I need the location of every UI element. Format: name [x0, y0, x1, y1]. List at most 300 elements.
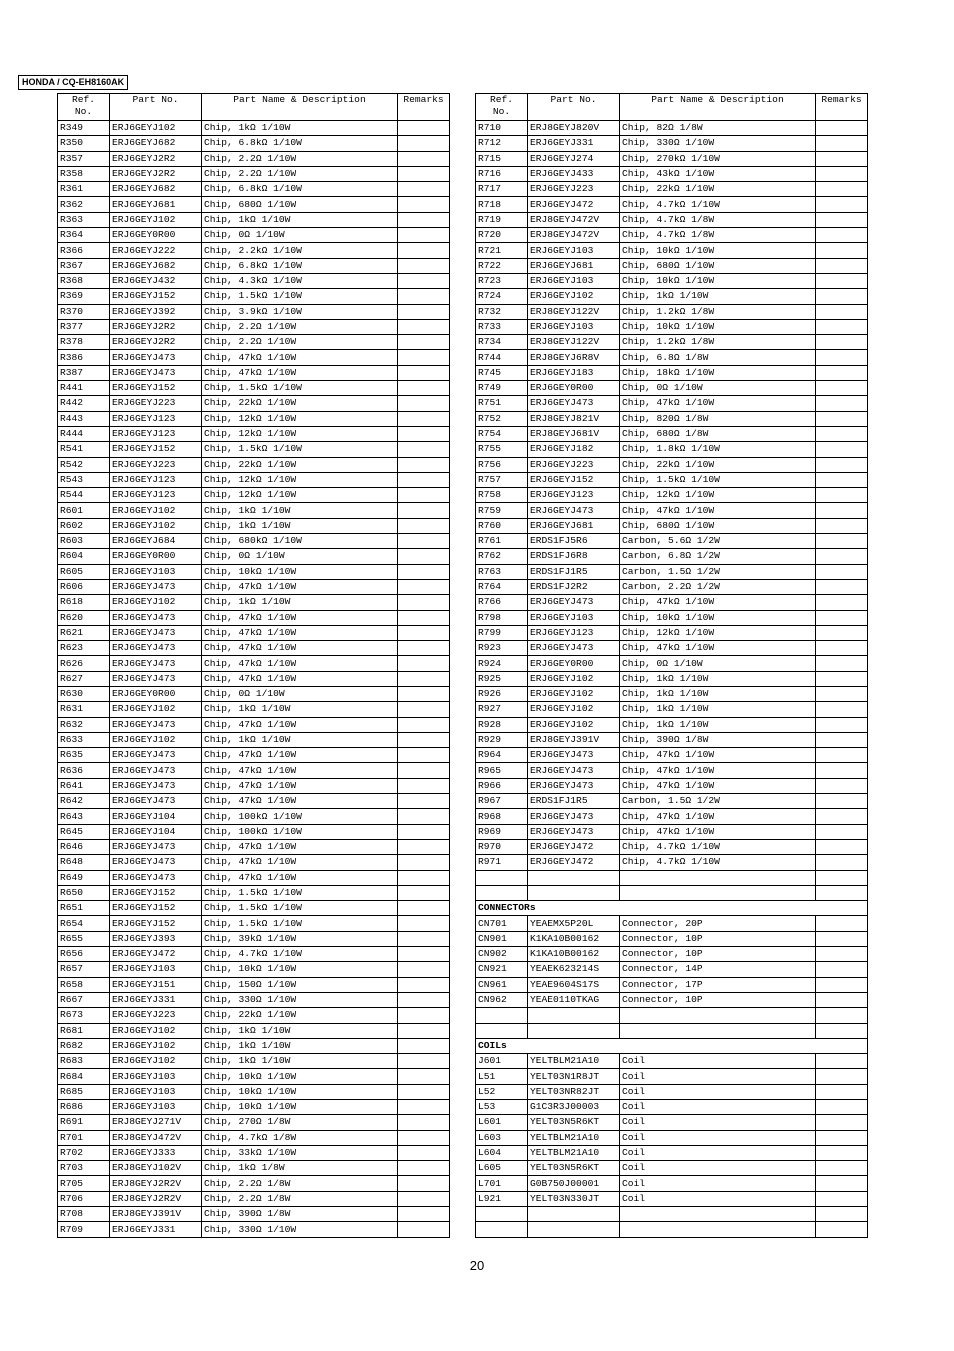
part-no-cell: ERJ6GEYJ223: [110, 396, 202, 411]
table-row: [58, 1084, 450, 1099]
table-row: [476, 335, 868, 350]
description-cell: Chip, 10kΩ 1/10W: [620, 610, 816, 625]
description-cell: Chip, 47kΩ 1/10W: [202, 625, 398, 640]
table-row: [58, 503, 450, 518]
description-cell: Chip, 1kΩ 1/10W: [202, 212, 398, 227]
table-row: [476, 992, 868, 1007]
ref-no-cell: R798: [476, 610, 528, 625]
remarks-cell: [816, 839, 868, 854]
description-cell: Chip, 1.5kΩ 1/10W: [202, 381, 398, 396]
table-row: [476, 182, 868, 197]
ref-no-cell: R718: [476, 197, 528, 212]
ref-no-cell: R349: [58, 121, 110, 136]
ref-no-cell: [476, 885, 528, 900]
table-row: [476, 457, 868, 472]
description-cell: Chip, 47kΩ 1/10W: [202, 778, 398, 793]
ref-no-cell: R761: [476, 534, 528, 549]
part-no-cell: ERJ8GEYJ820V: [528, 121, 620, 136]
remarks-cell: [398, 870, 450, 885]
remarks-cell: [398, 839, 450, 854]
table-row: [58, 488, 450, 503]
ref-no-cell: R604: [58, 549, 110, 564]
table-row: [58, 748, 450, 763]
remarks-cell: [398, 1145, 450, 1160]
ref-no-cell: R620: [58, 610, 110, 625]
description-cell: Chip, 2.2Ω 1/8W: [202, 1191, 398, 1206]
part-no-cell: ERJ8GEYJ2R2V: [110, 1176, 202, 1191]
remarks-cell: [398, 1176, 450, 1191]
table-row: [58, 839, 450, 854]
remarks-cell: [816, 717, 868, 732]
ref-no-cell: R362: [58, 197, 110, 212]
table-row: [58, 778, 450, 793]
ref-no-cell: R648: [58, 855, 110, 870]
remarks-cell: [398, 350, 450, 365]
part-no-cell: ERJ6GEYJ473: [110, 365, 202, 380]
part-no-cell: ERJ6GEYJ473: [110, 625, 202, 640]
remarks-cell: [816, 931, 868, 946]
part-no-cell: ERJ8GEYJ681V: [528, 426, 620, 441]
ref-no-cell: R378: [58, 335, 110, 350]
remarks-cell: [816, 273, 868, 288]
description-cell: Coil: [620, 1054, 816, 1069]
remarks-cell: [816, 916, 868, 931]
part-no-cell: ERJ6GEYJ2R2: [110, 166, 202, 181]
ref-no-cell: R763: [476, 564, 528, 579]
description-cell: Coil: [620, 1084, 816, 1099]
ref-no-cell: R712: [476, 136, 528, 151]
remarks-cell: [398, 121, 450, 136]
ref-no-cell: R927: [476, 702, 528, 717]
remarks-cell: [398, 457, 450, 472]
table-row: [58, 442, 450, 457]
part-no-cell: ERJ6GEYJ472: [528, 839, 620, 854]
table-row: [476, 319, 868, 334]
description-cell: Carbon, 2.2Ω 1/2W: [620, 579, 816, 594]
description-cell: Chip, 4.7kΩ 1/10W: [620, 197, 816, 212]
description-cell: Chip, 12kΩ 1/10W: [620, 625, 816, 640]
description-cell: Chip, 22kΩ 1/10W: [202, 396, 398, 411]
section-row: [476, 1038, 868, 1053]
table-row: [58, 534, 450, 549]
table-body-left: [58, 121, 450, 1238]
description-cell: Chip, 1kΩ 1/10W: [202, 702, 398, 717]
ref-no-cell: R766: [476, 595, 528, 610]
ref-no-cell: R686: [58, 1100, 110, 1115]
remarks-cell: [398, 794, 450, 809]
description-cell: Connector, 20P: [620, 916, 816, 931]
ref-no-cell: R964: [476, 748, 528, 763]
table-row: [476, 166, 868, 181]
table-row: [58, 1191, 450, 1206]
remarks-cell: [398, 992, 450, 1007]
description-cell: Chip, 4.7kΩ 1/10W: [620, 839, 816, 854]
description-cell: Chip, 22kΩ 1/10W: [202, 1008, 398, 1023]
part-no-cell: ERJ6GEYJ473: [528, 763, 620, 778]
part-no-cell: YELT03N5R6KT: [528, 1161, 620, 1176]
remarks-cell: [816, 625, 868, 640]
ref-no-cell: L604: [476, 1145, 528, 1160]
description-cell: Chip, 47kΩ 1/10W: [202, 671, 398, 686]
part-no-cell: ERJ6GEYJ473: [110, 778, 202, 793]
remarks-cell: [816, 1008, 868, 1023]
section-heading: COILs: [476, 1038, 868, 1053]
remarks-cell: [816, 686, 868, 701]
remarks-cell: [398, 319, 450, 334]
part-no-cell: ERJ8GEYJ2R2V: [110, 1191, 202, 1206]
description-cell: Chip, 10kΩ 1/10W: [620, 319, 816, 334]
remarks-cell: [816, 1222, 868, 1237]
ref-no-cell: R443: [58, 411, 110, 426]
part-no-cell: [528, 1222, 620, 1237]
part-no-cell: ERJ6GEYJ331: [528, 136, 620, 151]
description-cell: Chip, 47kΩ 1/10W: [202, 748, 398, 763]
remarks-cell: [398, 503, 450, 518]
remarks-cell: [398, 166, 450, 181]
table-row: [476, 1207, 868, 1222]
remarks-cell: [398, 396, 450, 411]
table-row: [58, 457, 450, 472]
description-cell: [620, 885, 816, 900]
remarks-cell: [398, 778, 450, 793]
remarks-cell: [816, 457, 868, 472]
ref-no-cell: R732: [476, 304, 528, 319]
part-no-cell: [528, 1023, 620, 1038]
ref-no-cell: CN921: [476, 962, 528, 977]
table-row: [476, 472, 868, 487]
part-no-cell: ERJ6GEYJ103: [110, 1084, 202, 1099]
table-row: [476, 304, 868, 319]
remarks-cell: [398, 595, 450, 610]
description-cell: Chip, 330Ω 1/10W: [620, 136, 816, 151]
ref-no-cell: R646: [58, 839, 110, 854]
ref-no-cell: R357: [58, 151, 110, 166]
remarks-cell: [816, 426, 868, 441]
table-row: [476, 962, 868, 977]
description-cell: Coil: [620, 1100, 816, 1115]
description-cell: Carbon, 5.6Ω 1/2W: [620, 534, 816, 549]
remarks-cell: [816, 228, 868, 243]
description-cell: Chip, 82Ω 1/8W: [620, 121, 816, 136]
part-no-cell: G0B750J00001: [528, 1176, 620, 1191]
remarks-cell: [816, 166, 868, 181]
model-label: HONDA / CQ-EH8160AK: [18, 75, 128, 90]
part-no-cell: ERJ6GEYJ102: [110, 702, 202, 717]
description-cell: Chip, 2.2Ω 1/10W: [202, 151, 398, 166]
part-no-cell: ERJ6GEY0R00: [110, 686, 202, 701]
table-row: [58, 579, 450, 594]
ref-no-cell: R723: [476, 273, 528, 288]
description-cell: Chip, 47kΩ 1/10W: [620, 396, 816, 411]
table-row: [476, 564, 868, 579]
table-row: [476, 1130, 868, 1145]
table-row: [476, 763, 868, 778]
ref-no-cell: R715: [476, 151, 528, 166]
table-row: [58, 381, 450, 396]
part-no-cell: ERJ8GEYJ391V: [528, 732, 620, 747]
description-cell: Chip, 10kΩ 1/10W: [202, 962, 398, 977]
part-no-cell: ERJ6GEYJ222: [110, 243, 202, 258]
remarks-cell: [816, 411, 868, 426]
remarks-cell: [398, 732, 450, 747]
part-no-cell: ERJ6GEYJ152: [110, 916, 202, 931]
ref-no-cell: R764: [476, 579, 528, 594]
ref-no-cell: R370: [58, 304, 110, 319]
remarks-cell: [816, 1161, 868, 1176]
ref-no-cell: R645: [58, 824, 110, 839]
remarks-cell: [398, 1054, 450, 1069]
remarks-cell: [816, 121, 868, 136]
table-row: [476, 885, 868, 900]
ref-no-cell: R605: [58, 564, 110, 579]
table-row: [476, 273, 868, 288]
ref-no-cell: R716: [476, 166, 528, 181]
description-cell: Chip, 1kΩ 1/10W: [202, 1023, 398, 1038]
part-no-cell: ERJ6GEYJ152: [110, 289, 202, 304]
description-cell: Chip, 1.5kΩ 1/10W: [202, 901, 398, 916]
part-no-cell: ERJ6GEYJ123: [110, 472, 202, 487]
description-cell: Chip, 47kΩ 1/10W: [202, 350, 398, 365]
table-row: [58, 885, 450, 900]
remarks-cell: [398, 717, 450, 732]
ref-no-cell: R681: [58, 1023, 110, 1038]
description-cell: Chip, 12kΩ 1/10W: [202, 488, 398, 503]
table-row: [58, 1069, 450, 1084]
part-no-cell: ERJ6GEYJ152: [110, 381, 202, 396]
part-no-cell: ERJ6GEYJ103: [110, 1069, 202, 1084]
ref-no-cell: L603: [476, 1130, 528, 1145]
ref-no-cell: R635: [58, 748, 110, 763]
part-no-cell: ERJ6GEYJ182: [528, 442, 620, 457]
remarks-cell: [816, 503, 868, 518]
part-no-cell: ERJ6GEYJ152: [110, 442, 202, 457]
part-no-cell: ERJ6GEYJ152: [110, 885, 202, 900]
remarks-cell: [816, 472, 868, 487]
description-cell: Connector, 10P: [620, 931, 816, 946]
description-cell: Chip, 22kΩ 1/10W: [620, 182, 816, 197]
table-row: [476, 656, 868, 671]
description-cell: Chip, 6.8kΩ 1/10W: [202, 136, 398, 151]
description-cell: Chip, 680Ω 1/10W: [202, 197, 398, 212]
table-row: [58, 1038, 450, 1053]
ref-no-cell: R630: [58, 686, 110, 701]
description-cell: Chip, 0Ω 1/10W: [202, 686, 398, 701]
ref-no-cell: CN701: [476, 916, 528, 931]
table-row: [476, 549, 868, 564]
table-row: [476, 1161, 868, 1176]
table-row: [476, 748, 868, 763]
remarks-cell: [398, 151, 450, 166]
table-row: [476, 794, 868, 809]
remarks-cell: [398, 304, 450, 319]
description-cell: Chip, 47kΩ 1/10W: [202, 717, 398, 732]
part-no-cell: ERJ6GEYJ103: [528, 610, 620, 625]
remarks-cell: [398, 625, 450, 640]
remarks-cell: [398, 534, 450, 549]
remarks-cell: [816, 442, 868, 457]
table-row: [476, 824, 868, 839]
table-row: [476, 518, 868, 533]
ref-no-cell: R756: [476, 457, 528, 472]
ref-no-cell: R757: [476, 472, 528, 487]
part-no-cell: ERJ6GEYJ473: [110, 748, 202, 763]
part-no-cell: ERJ6GEYJ472: [110, 947, 202, 962]
table-row: [476, 717, 868, 732]
table-row: [58, 549, 450, 564]
part-no-cell: ERJ6GEYJ473: [528, 778, 620, 793]
table-row: [58, 610, 450, 625]
col-part-no: Part No.: [110, 94, 202, 121]
remarks-cell: [398, 1191, 450, 1206]
description-cell: Chip, 820Ω 1/8W: [620, 411, 816, 426]
description-cell: Chip, 4.7kΩ 1/10W: [620, 855, 816, 870]
part-no-cell: ERJ6GEYJ473: [528, 503, 620, 518]
table-row: [58, 243, 450, 258]
table-row: [476, 381, 868, 396]
table-row: [58, 641, 450, 656]
remarks-cell: [816, 794, 868, 809]
description-cell: Chip, 47kΩ 1/10W: [202, 610, 398, 625]
part-no-cell: ERJ6GEYJ104: [110, 824, 202, 839]
ref-no-cell: R924: [476, 656, 528, 671]
table-row: [58, 686, 450, 701]
part-no-cell: ERJ6GEYJ433: [528, 166, 620, 181]
ref-no-cell: R685: [58, 1084, 110, 1099]
remarks-cell: [398, 365, 450, 380]
remarks-cell: [398, 916, 450, 931]
description-cell: Chip, 4.7kΩ 1/10W: [202, 947, 398, 962]
remarks-cell: [816, 947, 868, 962]
remarks-cell: [816, 962, 868, 977]
part-no-cell: ERJ6GEYJ392: [110, 304, 202, 319]
col-remarks: Remarks: [816, 94, 868, 121]
part-no-cell: ERJ6GEYJ682: [110, 182, 202, 197]
remarks-cell: [398, 243, 450, 258]
description-cell: Connector, 14P: [620, 962, 816, 977]
remarks-cell: [398, 702, 450, 717]
description-cell: Chip, 1kΩ 1/10W: [620, 671, 816, 686]
remarks-cell: [816, 702, 868, 717]
ref-no-cell: R633: [58, 732, 110, 747]
ref-no-cell: CN962: [476, 992, 528, 1007]
ref-no-cell: R722: [476, 258, 528, 273]
part-no-cell: ERJ6GEYJ2R2: [110, 319, 202, 334]
description-cell: Carbon, 1.5Ω 1/2W: [620, 794, 816, 809]
ref-no-cell: [476, 870, 528, 885]
remarks-cell: [398, 1207, 450, 1222]
remarks-cell: [816, 350, 868, 365]
parts-table-left: [57, 93, 450, 1238]
table-row: [476, 228, 868, 243]
table-row: [476, 641, 868, 656]
description-cell: Chip, 12kΩ 1/10W: [620, 488, 816, 503]
table-row: [58, 977, 450, 992]
table-row: [58, 365, 450, 380]
part-no-cell: ERJ6GEYJ223: [528, 182, 620, 197]
description-cell: Chip, 1kΩ 1/10W: [202, 121, 398, 136]
description-cell: Chip, 33kΩ 1/10W: [202, 1145, 398, 1160]
remarks-cell: [816, 1191, 868, 1206]
part-no-cell: ERJ6GEYJ2R2: [110, 335, 202, 350]
part-no-cell: YELT03N1R8JT: [528, 1069, 620, 1084]
part-no-cell: YEAE0110TKAG: [528, 992, 620, 1007]
part-no-cell: ERJ6GEYJ333: [110, 1145, 202, 1160]
table-header-row: [476, 94, 868, 121]
description-cell: Chip, 4.7kΩ 1/8W: [202, 1130, 398, 1145]
description-cell: Chip, 390Ω 1/8W: [202, 1207, 398, 1222]
description-cell: Chip, 39kΩ 1/10W: [202, 931, 398, 946]
remarks-cell: [816, 304, 868, 319]
part-no-cell: ERJ8GEYJ102V: [110, 1161, 202, 1176]
remarks-cell: [816, 641, 868, 656]
description-cell: Chip, 4.3kΩ 1/10W: [202, 273, 398, 288]
description-cell: Coil: [620, 1069, 816, 1084]
remarks-cell: [398, 136, 450, 151]
ref-no-cell: R701: [58, 1130, 110, 1145]
ref-no-cell: J601: [476, 1054, 528, 1069]
description-cell: Chip, 1kΩ 1/10W: [620, 686, 816, 701]
remarks-cell: [816, 488, 868, 503]
table-row: [58, 625, 450, 640]
table-row: [58, 870, 450, 885]
table-row: [476, 534, 868, 549]
ref-no-cell: R650: [58, 885, 110, 900]
parts-table-right: [475, 93, 868, 1238]
table-row: [476, 1069, 868, 1084]
part-no-cell: ERJ8GEYJ472V: [110, 1130, 202, 1145]
part-no-cell: ERJ6GEYJ473: [110, 656, 202, 671]
table-body-right: [476, 121, 868, 1238]
description-cell: Chip, 47kΩ 1/10W: [202, 870, 398, 885]
description-cell: Chip, 10kΩ 1/10W: [620, 273, 816, 288]
description-cell: Chip, 47kΩ 1/10W: [620, 778, 816, 793]
part-no-cell: ERJ6GEYJ102: [110, 1038, 202, 1053]
part-no-cell: ERJ6GEYJ473: [528, 824, 620, 839]
description-cell: Chip, 3.9kΩ 1/10W: [202, 304, 398, 319]
description-cell: Chip, 47kΩ 1/10W: [620, 763, 816, 778]
table-row: [58, 794, 450, 809]
part-no-cell: K1KA10B00162: [528, 947, 620, 962]
part-no-cell: ERJ8GEYJ122V: [528, 335, 620, 350]
description-cell: Chip, 390Ω 1/8W: [620, 732, 816, 747]
part-no-cell: ERJ6GEYJ473: [110, 870, 202, 885]
ref-no-cell: R749: [476, 381, 528, 396]
table-row: [476, 579, 868, 594]
ref-no-cell: R691: [58, 1115, 110, 1130]
ref-no-cell: R621: [58, 625, 110, 640]
part-no-cell: ERJ8GEYJ122V: [528, 304, 620, 319]
description-cell: Chip, 47kΩ 1/10W: [620, 641, 816, 656]
part-no-cell: ERJ6GEYJ102: [110, 595, 202, 610]
description-cell: Chip, 100kΩ 1/10W: [202, 824, 398, 839]
ref-no-cell: R358: [58, 166, 110, 181]
description-cell: Chip, 2.2Ω 1/10W: [202, 166, 398, 181]
remarks-cell: [816, 1115, 868, 1130]
remarks-cell: [816, 534, 868, 549]
table-row: [58, 595, 450, 610]
ref-no-cell: R657: [58, 962, 110, 977]
table-row: [58, 273, 450, 288]
remarks-cell: [816, 992, 868, 1007]
remarks-cell: [816, 1130, 868, 1145]
part-no-cell: ERJ6GEYJ473: [110, 350, 202, 365]
part-no-cell: ERJ6GEYJ102: [110, 518, 202, 533]
ref-no-cell: R631: [58, 702, 110, 717]
description-cell: Chip, 1kΩ 1/10W: [202, 503, 398, 518]
remarks-cell: [398, 641, 450, 656]
ref-no-cell: R970: [476, 839, 528, 854]
part-no-cell: ERJ6GEYJ473: [528, 396, 620, 411]
